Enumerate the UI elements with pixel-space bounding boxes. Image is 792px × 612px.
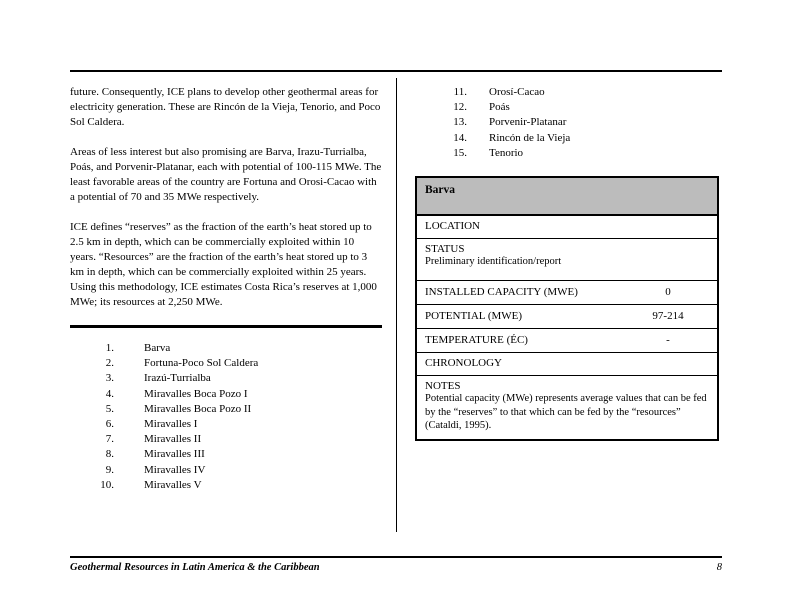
list-number: 3. [105, 372, 114, 385]
table-row-notes [417, 376, 717, 439]
list-item [70, 417, 382, 432]
list-label: Miravalles V [144, 478, 202, 491]
page-footer [70, 562, 722, 573]
row-value: - [666, 334, 670, 346]
list-number: 7. [105, 433, 114, 446]
list-number: 13. [453, 116, 467, 129]
list-label: Irazú-Turrialba [144, 372, 211, 385]
paragraph-1: future. Consequently, ICE plans to develop other geothermal areas for electricity generation. These are Rincón de la Vieja, Tenorio, and Poco Sol Caldera. [70, 86, 381, 128]
list-label: Rincón de la Vieja [489, 131, 571, 144]
list-label: Miravalles IV [144, 463, 206, 476]
row-sub-text: Potential capacity (MWe) represents average values that can be fed by the “reserves” to that which can be fed by the “resources” (Cataldi, 1995). [425, 393, 707, 431]
row-label: CHRONOLOGY [425, 357, 502, 369]
list-item [70, 341, 382, 356]
list-number: 6. [105, 417, 114, 430]
site-list-11-15 [415, 85, 715, 161]
left-column [70, 85, 382, 493]
list-number: 4. [105, 387, 114, 400]
list-number: 12. [453, 101, 467, 114]
list-item [70, 356, 382, 371]
list-number: 5. [105, 402, 114, 415]
list-label: Poás [489, 101, 510, 114]
barva-data-table [415, 176, 719, 441]
row-label: INSTALLED CAPACITY (MWE) [425, 286, 578, 298]
list-item [415, 131, 715, 146]
row-label: TEMPERATURE (ÉC) [425, 334, 528, 346]
list-number: 1. [105, 342, 114, 354]
table-title: Barva [417, 178, 717, 216]
list-item [70, 387, 382, 402]
section-rule [70, 325, 382, 328]
list-number: 14. [453, 131, 467, 144]
row-value: 0 [665, 286, 671, 298]
table-row-installed-capacity [417, 281, 717, 305]
list-item [70, 371, 382, 386]
list-item [415, 115, 715, 130]
footer-rule [70, 556, 722, 558]
paragraph-3: ICE defines “reserves” as the fraction of the earth’s heat stored up to 2.5 km in depth, which can be commercially exploited within 10 years. “Resources” are the fraction of the earth’s heat stored up to 3 km in depth, which can be commercially exploited within 25 years. Using this methodology, ICE estimates Costa Rica’s reserves at 1,000 MWe; its resources at 2,250 MWe. [70, 221, 377, 308]
list-number: 2. [105, 357, 114, 370]
table-row-temperature [417, 329, 717, 353]
list-label: Miravalles I [144, 417, 198, 430]
list-item [70, 432, 382, 447]
footer-title: Geothermal Resources in Latin America & the Caribbean [70, 562, 320, 573]
list-label: Miravalles III [144, 448, 205, 461]
list-label: Tenorio [489, 146, 524, 159]
list-label: Fortuna-Poco Sol Caldera [144, 357, 259, 370]
table-row-status [417, 239, 717, 281]
row-label: STATUS [425, 243, 465, 255]
list-label: Barva [144, 342, 171, 354]
list-label: Orosí-Cacao [489, 86, 545, 98]
table-row-potential [417, 305, 717, 329]
row-label: LOCATION [425, 220, 480, 232]
list-label: Miravalles Boca Pozo I [144, 387, 248, 400]
list-label: Miravalles II [144, 433, 202, 446]
list-item [415, 100, 715, 115]
row-sub-text: Preliminary identification/report [425, 256, 562, 267]
top-rule [70, 70, 722, 72]
table-row-location [417, 216, 717, 239]
list-item [70, 402, 382, 417]
column-divider [396, 78, 397, 532]
table-row-chronology [417, 353, 717, 376]
row-label: POTENTIAL (MWE) [425, 310, 523, 322]
list-number: 11. [453, 86, 467, 98]
row-value: 97-214 [652, 310, 684, 322]
list-number: 8. [105, 448, 114, 461]
list-item [70, 463, 382, 478]
row-label: NOTES [425, 380, 461, 392]
list-number: 10. [100, 478, 114, 491]
list-item [415, 85, 715, 100]
list-item [70, 478, 382, 493]
page-number: 8 [716, 562, 722, 573]
list-number: 15. [453, 146, 467, 159]
list-number: 9. [105, 463, 114, 476]
list-label: Miravalles Boca Pozo II [144, 402, 252, 415]
list-item [70, 447, 382, 462]
list-item [415, 146, 715, 161]
paragraph-2: Areas of less interest but also promising are Barva, Irazu-Turrialba, Poás, and Porvenir-Platanar, each with potential of 100-115 MWe. The least favorable areas of the country are Fortuna and Orosi-Cacao with a potential of 70 and 35 MWe respectively. [70, 146, 382, 203]
list-label: Porvenir-Platanar [489, 116, 567, 129]
site-list-1-10 [70, 341, 382, 493]
